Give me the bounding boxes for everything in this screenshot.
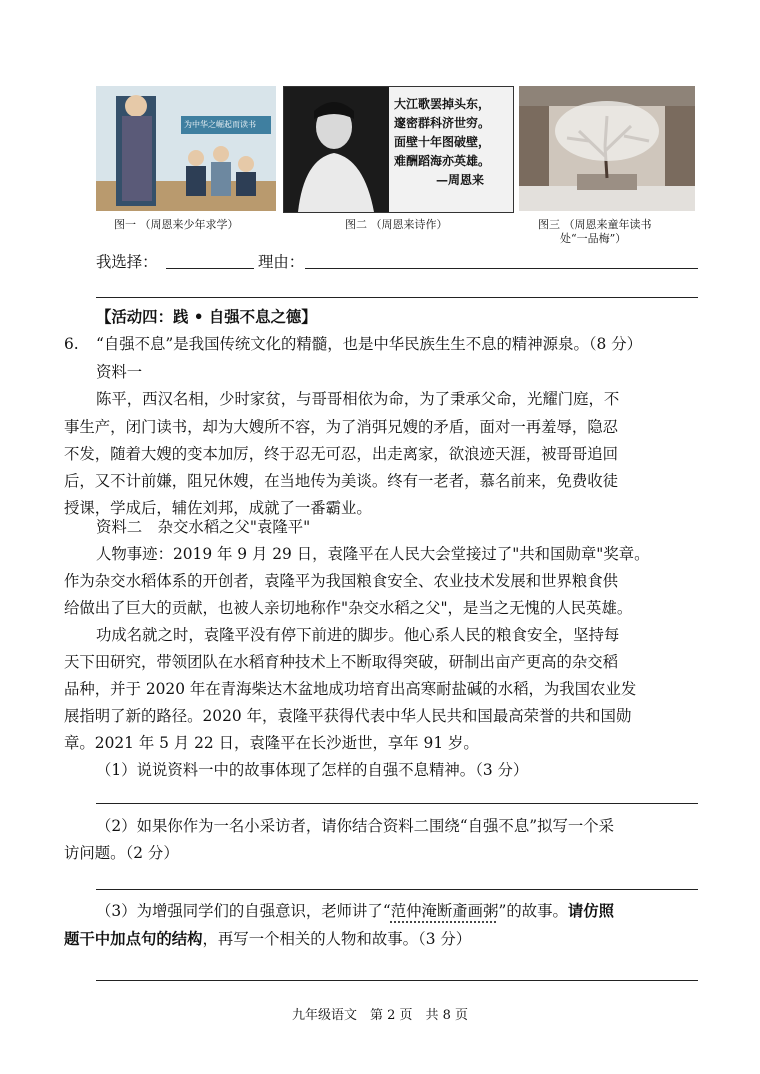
material-2-line: 品种，并于 2020 年在青海柴达木盆地成功培育出高寒耐盐碱的水稻，为我国农业发 bbox=[64, 680, 637, 698]
answer-line[interactable] bbox=[96, 297, 698, 298]
figure-2-portrait bbox=[284, 87, 389, 212]
material-2-line: 给做出了巨大的贡献，也被人亲切地称作"杂交水稻之父"，是当之无愧的人民英雄。 bbox=[64, 599, 633, 617]
figure-3-caption bbox=[538, 218, 652, 246]
material-2-title: 资料二 杂交水稻之父"袁隆平" bbox=[96, 518, 311, 536]
poem-line: 大江歌罢掉头东， bbox=[394, 97, 491, 111]
material-2-line: 天下田研究，带领团队在水稻育种技术上不断取得突破，研制出亩产更高的杂交稻 bbox=[64, 653, 619, 671]
sub-question-3 bbox=[96, 900, 614, 922]
page-footer: 九年级语文 第 2 页 共 8 页 bbox=[291, 1008, 469, 1023]
activity-4-heading: 【活动四：践 • 自强不息之德】 bbox=[96, 308, 317, 326]
figure-2-caption: 图二 （周恩来诗作） bbox=[345, 218, 448, 231]
poem-line: 难酬蹈海亦英雄。 bbox=[394, 154, 491, 168]
sub-question-3-cont bbox=[64, 928, 471, 950]
material-1-line: 授课，学成后，辅佐刘邦，成就了一番霸业。 bbox=[64, 499, 372, 517]
answer-line[interactable] bbox=[96, 889, 698, 890]
poem-line: 面壁十年图破壁， bbox=[394, 135, 491, 149]
material-2-line: 功成名就之时，袁隆平没有停下前进的脚步。他心系人民的粮食安全，坚持每 bbox=[96, 626, 620, 644]
material-1-line: 事生产，闭门读书，却为大嫂所不容，为了消弭兄嫂的矛盾，面对一再羞辱，隐忍 bbox=[64, 418, 619, 436]
reason-label: 理由： bbox=[258, 253, 305, 271]
sub-question-3-bold: 题干中加点句的结构 bbox=[64, 930, 203, 948]
figure-2-image bbox=[283, 86, 514, 213]
sub-question-2-cont: 访问题。（2 分） bbox=[64, 844, 179, 862]
material-1-line: 陈平，西汉名相，少时家贫，与哥哥相依为命，为了秉承父命，光耀门庭，不 bbox=[96, 390, 620, 408]
figure-1-caption: 图一 （周恩来少年求学） bbox=[114, 218, 239, 231]
material-2-line: 人物事迹：2019 年 9 月 29 日，袁隆平在人民大会堂接过了"共和国勋章"奖章。 bbox=[96, 545, 650, 563]
figure-1-illustration bbox=[96, 86, 276, 211]
sub-question-3-text: （3）为增强同学们的自强意识，老师讲了“ bbox=[96, 902, 391, 920]
poem-author: —周恩来 bbox=[436, 173, 485, 187]
sub-question-1: （1）说说资料一中的故事体现了怎样的自强不息精神。（3 分） bbox=[96, 761, 529, 779]
material-1-title: 资料一 bbox=[96, 363, 143, 381]
figure-3-caption-line: 图三 （周恩来童年读书 bbox=[538, 218, 652, 231]
sub-question-3-text: ”的故事。 bbox=[498, 902, 568, 920]
material-1-line: 不发，随着大嫂的变本加厉，终于忍无可忍，出走离家，欲浪迹天涯，被哥哥追回 bbox=[64, 445, 619, 463]
material-2-line: 展指明了新的路径。2020 年，袁隆平获得代表中华人民共和国最高荣誉的共和国勋 bbox=[64, 707, 632, 725]
choice-answer-blank[interactable] bbox=[166, 268, 254, 269]
answer-line[interactable] bbox=[96, 803, 698, 804]
choice-label: 我选择： bbox=[96, 253, 158, 271]
material-1-line: 后，又不计前嫌，阻兄休嫂，在当地传为美谈。终有一老者，慕名前来，免费收徒 bbox=[64, 472, 619, 490]
question-6-stem: “自强不息”是我国传统文化的精髓，也是中华民族生生不息的精神源泉。（8 分） bbox=[96, 335, 643, 353]
sub-question-3-bold: 请仿照 bbox=[567, 902, 615, 920]
poem-line: 邃密群科济世穷。 bbox=[394, 116, 491, 130]
material-2-line: 章。2021 年 5 月 22 日，袁隆平在长沙逝世，享年 91 岁。 bbox=[64, 734, 479, 752]
reason-answer-blank[interactable] bbox=[305, 268, 698, 269]
sub-question-3-text: ，再写一个相关的人物和故事。（3 分） bbox=[202, 930, 472, 948]
question-6-number: 6. bbox=[64, 335, 79, 353]
figure-1-image bbox=[96, 86, 276, 211]
figure-3-image bbox=[519, 86, 695, 211]
figure-3-caption-line: 处“一品梅”） bbox=[560, 232, 627, 245]
figure-2-poem bbox=[394, 95, 490, 190]
material-2-line: 作为杂交水稻体系的开创者，袁隆平为我国粮食安全、农业技术发展和世界粮食供 bbox=[64, 572, 619, 590]
figure-3-plum-tree bbox=[519, 86, 695, 211]
answer-line[interactable] bbox=[96, 980, 698, 981]
dotted-phrase: 范仲淹断齑画粥 bbox=[390, 902, 499, 920]
figure-1-banner: 为中华之崛起而读书 bbox=[184, 120, 256, 129]
sub-question-2: （2）如果你作为一名小采访者，请你结合资料二围绕“自强不息”拟写一个采 bbox=[96, 817, 615, 835]
